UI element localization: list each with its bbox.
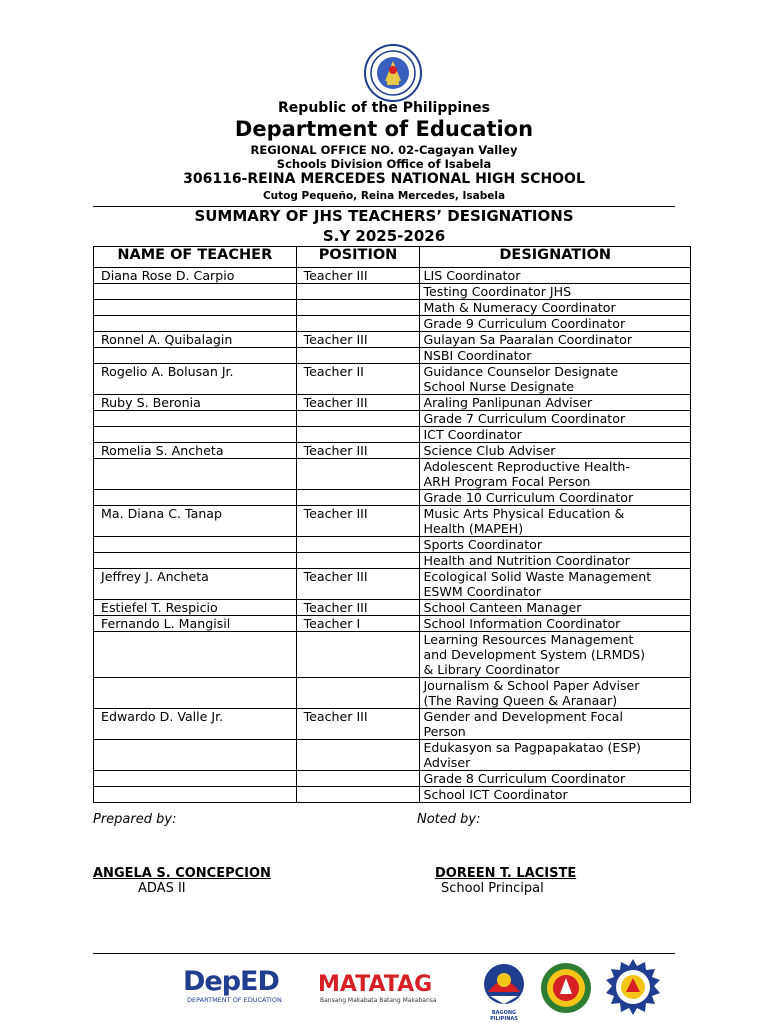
designation-cell: School Canteen Manager xyxy=(420,600,691,616)
table-row xyxy=(94,569,691,600)
teacher-name-cell: Ronnel A. Quibalagin xyxy=(94,332,297,348)
position-cell xyxy=(296,459,420,490)
teacher-name-cell xyxy=(94,537,297,553)
designation-cell: Science Club Adviser xyxy=(420,443,691,459)
designation-cell: Gender and Development Focal Person xyxy=(420,709,691,740)
table-row xyxy=(94,600,691,616)
designation-cell: Journalism & School Paper Adviser (The Raving Queen & Aranaar) xyxy=(420,678,691,709)
teacher-name-cell: Rogelio A. Bolusan Jr. xyxy=(94,364,297,395)
teacher-name-cell xyxy=(94,787,297,803)
designation-cell: Grade 9 Curriculum Coordinator xyxy=(420,316,691,332)
division-office: Schools Division Office of Isabela xyxy=(276,157,492,171)
table-row xyxy=(94,616,691,632)
designation-cell: NSBI Coordinator xyxy=(420,348,691,364)
designation-cell: Testing Coordinator JHS xyxy=(420,284,691,300)
designation-cell: Music Arts Physical Education & Health (MAPEH) xyxy=(420,506,691,537)
document-title: SUMMARY OF JHS TEACHERS’ DESIGNATIONS xyxy=(194,207,574,225)
position-cell xyxy=(296,411,420,427)
position-cell xyxy=(296,490,420,506)
teacher-name-cell xyxy=(94,771,297,787)
deped-seal-icon xyxy=(353,43,433,103)
table-row xyxy=(94,506,691,537)
table-row xyxy=(94,411,691,427)
designation-cell: Learning Resources Management and Development System (LRMDS) & Library Coordinator xyxy=(420,632,691,678)
school-name: 306116-REINA MERCEDES NATIONAL HIGH SCHOOL xyxy=(183,171,585,187)
table-row xyxy=(94,771,691,787)
position-cell: Teacher III xyxy=(296,332,420,348)
position-cell: Teacher III xyxy=(296,709,420,740)
teacher-name-cell xyxy=(94,411,297,427)
column-header-designation: DESIGNATION xyxy=(420,247,691,268)
teacher-name-cell xyxy=(94,284,297,300)
designation-cell: Edukasyon sa Pagpapakatao (ESP) Adviser xyxy=(420,740,691,771)
position-cell xyxy=(296,771,420,787)
designation-cell: Gulayan Sa Paaralan Coordinator xyxy=(420,332,691,348)
designation-cell: Grade 8 Curriculum Coordinator xyxy=(420,771,691,787)
teacher-name-cell: Jeffrey J. Ancheta xyxy=(94,569,297,600)
republic-line: Republic of the Philippines xyxy=(278,100,490,116)
designation-cell: School Information Coordinator xyxy=(420,616,691,632)
table-row xyxy=(94,537,691,553)
designation-cell: Grade 10 Curriculum Coordinator xyxy=(420,490,691,506)
designation-cell: Ecological Solid Waste Management ESWM Coordinator xyxy=(420,569,691,600)
designation-cell: Math & Numeracy Coordinator xyxy=(420,300,691,316)
designation-cell: Sports Coordinator xyxy=(420,537,691,553)
designation-cell: Grade 7 Curriculum Coordinator xyxy=(420,411,691,427)
table-row xyxy=(94,490,691,506)
deped-logo-icon xyxy=(183,966,303,1006)
designation-cell: Araling Panlipunan Adviser xyxy=(420,395,691,411)
teacher-name-cell xyxy=(94,678,297,709)
teacher-name-cell: Estiefel T. Respicio xyxy=(94,600,297,616)
table-row xyxy=(94,364,691,395)
position-cell: Teacher II xyxy=(296,364,420,395)
position-cell xyxy=(296,678,420,709)
teacher-name-cell xyxy=(94,740,297,771)
footer-divider xyxy=(93,953,675,954)
noted-by-name: DOREEN T. LACISTE xyxy=(435,866,577,881)
school-address: Cutog Pequeño, Reina Mercedes, Isabela xyxy=(262,190,506,202)
position-cell xyxy=(296,300,420,316)
table-row xyxy=(94,300,691,316)
table-row xyxy=(94,787,691,803)
teacher-name-cell: Edwardo D. Valle Jr. xyxy=(94,709,297,740)
designations-table xyxy=(93,246,691,803)
column-header-position: POSITION xyxy=(296,247,420,268)
designation-cell: LIS Coordinator xyxy=(420,268,691,284)
position-cell: Teacher III xyxy=(296,395,420,411)
noted-by-label: Noted by: xyxy=(417,812,481,827)
teacher-name-cell: Romelia S. Ancheta xyxy=(94,443,297,459)
designation-cell: Guidance Counselor Designate School Nurse Designate xyxy=(420,364,691,395)
deped-logo-text: DepED xyxy=(183,966,279,997)
table-row xyxy=(94,316,691,332)
position-cell: Teacher III xyxy=(296,569,420,600)
department-name: Department of Education xyxy=(234,117,534,141)
designation-cell: Adolescent Reproductive Health- ARH Program Focal Person xyxy=(420,459,691,490)
teacher-name-cell xyxy=(94,427,297,443)
teacher-name-cell xyxy=(94,316,297,332)
position-cell xyxy=(296,284,420,300)
school-year: S.Y 2025-2026 xyxy=(322,227,446,245)
position-cell: Teacher III xyxy=(296,506,420,537)
teacher-name-cell xyxy=(94,348,297,364)
table-row xyxy=(94,268,691,284)
position-cell xyxy=(296,348,420,364)
matatag-logo-subtext: Bansang Makabata Batang Makabansa xyxy=(320,997,437,1004)
table-row xyxy=(94,632,691,678)
prepared-by-name: ANGELA S. CONCEPCION xyxy=(93,866,271,881)
teacher-name-cell xyxy=(94,553,297,569)
table-row xyxy=(94,427,691,443)
table-row xyxy=(94,553,691,569)
designation-cell: School ICT Coordinator xyxy=(420,787,691,803)
position-cell: Teacher III xyxy=(296,600,420,616)
position-cell: Teacher III xyxy=(296,268,420,284)
noted-by-position: School Principal xyxy=(441,881,544,896)
bagong-pilipinas-logo-icon xyxy=(478,962,530,1022)
regional-office: REGIONAL OFFICE NO. 02-Cagayan Valley xyxy=(250,143,518,157)
division-seal-icon xyxy=(540,962,592,1014)
position-cell xyxy=(296,537,420,553)
teacher-name-cell xyxy=(94,300,297,316)
teacher-name-cell xyxy=(94,490,297,506)
table-row xyxy=(94,332,691,348)
position-cell xyxy=(296,787,420,803)
position-cell xyxy=(296,553,420,569)
table-row xyxy=(94,284,691,300)
position-cell xyxy=(296,632,420,678)
table-row xyxy=(94,443,691,459)
position-cell: Teacher III xyxy=(296,443,420,459)
prepared-by-label: Prepared by: xyxy=(93,812,177,827)
position-cell xyxy=(296,316,420,332)
designation-cell: Health and Nutrition Coordinator xyxy=(420,553,691,569)
table-header-row xyxy=(94,247,691,268)
position-cell xyxy=(296,740,420,771)
table-row xyxy=(94,348,691,364)
deped-logo-subtext: DEPARTMENT OF EDUCATION xyxy=(187,996,282,1004)
matatag-logo-icon xyxy=(318,972,460,1006)
position-cell xyxy=(296,427,420,443)
table-row xyxy=(94,740,691,771)
teacher-name-cell: Diana Rose D. Carpio xyxy=(94,268,297,284)
teacher-name-cell xyxy=(94,459,297,490)
matatag-logo-text: MATATAG xyxy=(318,972,433,997)
teacher-name-cell: Ruby S. Beronia xyxy=(94,395,297,411)
table-body xyxy=(94,268,691,803)
teacher-name-cell xyxy=(94,632,297,678)
school-seal-icon xyxy=(604,958,662,1016)
column-header-name: NAME OF TEACHER xyxy=(94,247,297,268)
table-row xyxy=(94,678,691,709)
table-row xyxy=(94,709,691,740)
table-row xyxy=(94,459,691,490)
prepared-by-position: ADAS II xyxy=(138,881,186,896)
teacher-name-cell: Fernando L. Mangisil xyxy=(94,616,297,632)
position-cell: Teacher I xyxy=(296,616,420,632)
bagong-pilipinas-text: BAGONG PILIPINAS xyxy=(490,1010,518,1022)
designation-cell: ICT Coordinator xyxy=(420,427,691,443)
teacher-name-cell: Ma. Diana C. Tanap xyxy=(94,506,297,537)
table-row xyxy=(94,395,691,411)
